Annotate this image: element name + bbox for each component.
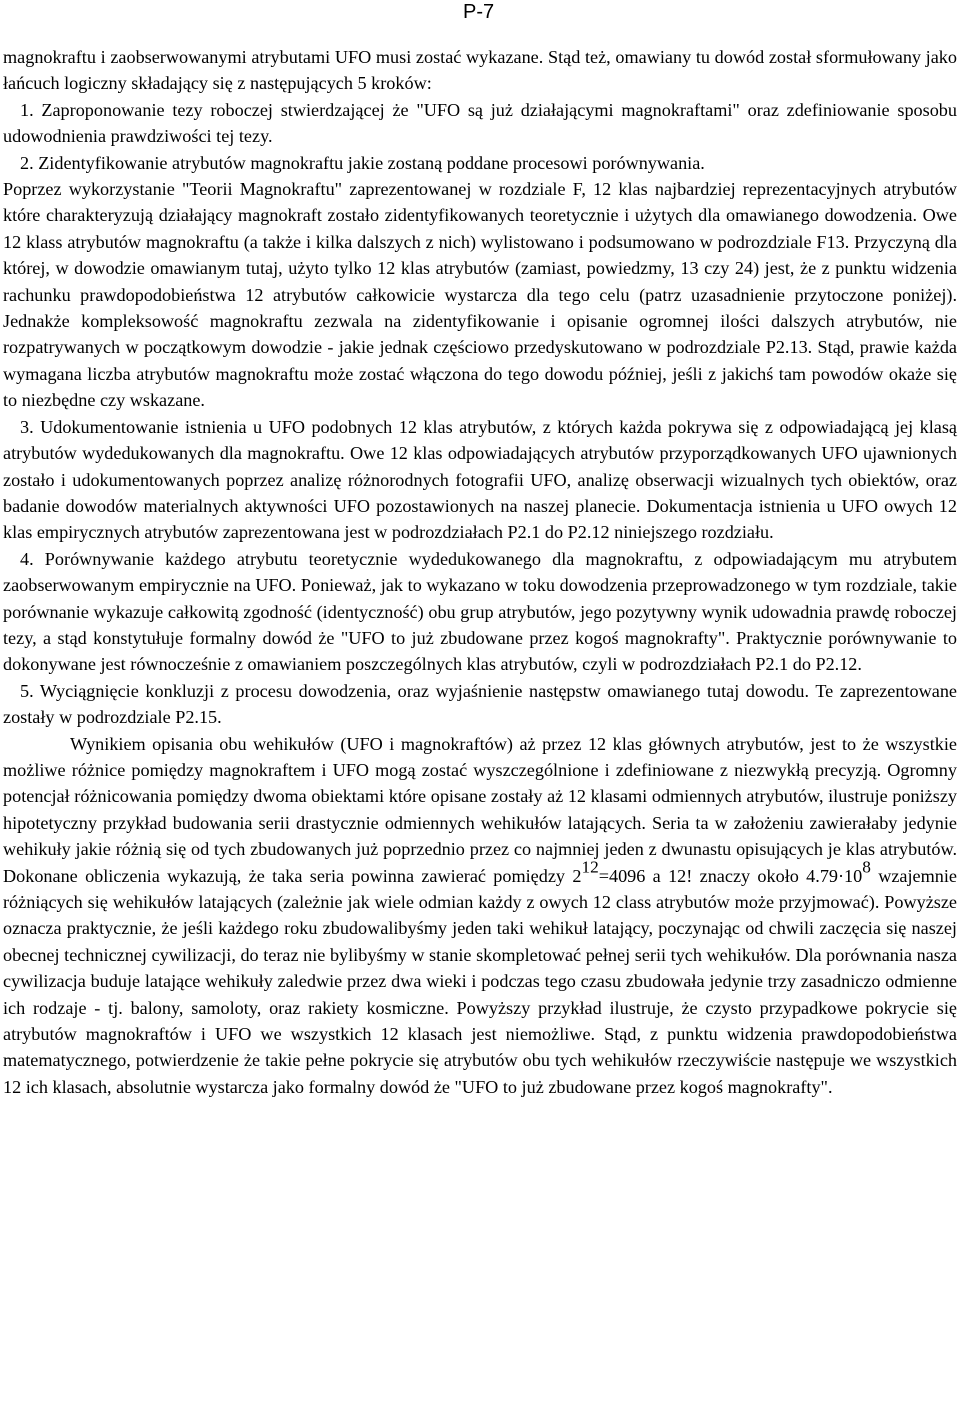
conclusion-text-part-2: =4096 a 12! znaczy około 4.79·10: [598, 865, 863, 886]
conclusion-paragraph: [3, 731, 957, 1101]
exponent-12: 12: [581, 857, 599, 877]
exponent-8: 8: [862, 857, 871, 877]
step-4-paragraph: 4. Porównywanie każdego atrybutu teoretycznie wydedukowanego dla magnokraftu, z odpowiadającym mu atrybutem zaobserwowanym empirycznie na UFO. Ponieważ, jak to wykazano w toku dowodzenia przeprowadzonego w tym rozdziale, takie porównanie wykazuje całkowitą zgodność (identyczność) obu grup atrybutów, jego pozytywny wynik udowadnia prawdę roboczej tezy, a stąd konstytułuje formalny dowód że "UFO to już zbudowane przez kogoś magnokrafty". Praktycznie porównywanie to dokonywane jest równocześnie z omawianiem poszczególnych klas atrybutów, czyli w podrozdziałach P2.1 do P2.12.: [3, 548, 957, 675]
step-5-paragraph: 5. Wyciągnięcie konkluzji z procesu dowodzenia, oraz wyjaśnienie następstw omawianego tutaj dowodu. Te zaprezentowane zostały w podrozdziale P2.15.: [3, 680, 957, 728]
conclusion-text-part-1: Wynikiem opisania obu wehikułów (UFO i magnokraftów) aż przez 12 klas głównych atrybutów, jest to że wszystkie możliwe różnice pomiędzy magnokraftem i UFO mogą zostać wyszczególnione i zdefiniowane z niezwykłą precyzją. Ogromny potencjał różnicowania pomiędzy dwoma obiektami które opisane zostały aż 12 klasami odmiennych atrybutów, ilustruje poniższy hipotetyczny przykład budowania serii drastycznie odmiennych wehikułów latających. Seria ta w założeniu zawierałaby jedynie wehikuły jakie różnią się od tych zbudowanych już poprzednio przez co najmniej jeden z dwunastu opisujących je klas atrybutów. Dokonane obliczenia wykazują, że taka seria powinna zawierać pomiędzy 2: [3, 733, 957, 886]
conclusion-text-part-3: wzajemnie różniących się wehikułów latających (zależnie jak wiele odmian każdy z owych 12 class atrybutów może przyjmować). Powyższe oznacza praktycznie, że jeśli każdego roku zbudowalibyśmy jeden taki wehikuł latający, poczynając od chwili zaczęcia się naszej obecnej technicznej cywilizacji, do teraz nie bylibyśmy w stanie skompletować pełnej serii tych wehikułów. Dla porównania nasza cywilizacja buduje latające wehikuły zaledwie przez dwa wieki i podczas tego czasu zbudowała jedynie trzy zasadniczo odmienne ich rodzaje - tj. balony, samoloty, oraz rakiety kosmiczne. Powyższy przykład ilustruje, że czysto przypadkowe pokrycie się atrybutów magnokraftów i UFO we wszystkich 12 klasach jest niemożliwe. Stąd, z punktu widzenia prawdopodobieństwa matematycznego, potwierdzenie że takie pełne pokrycie się atrybutów obu tych wehikułów rzeczywiście następuje we wszystkich 12 ich klasach, absolutnie wystarcza jako formalny dowód że "UFO to już zbudowane przez kogoś magnokrafty".: [3, 865, 957, 1097]
step-2-paragraph: Poprzez wykorzystanie "Teorii Magnokraftu" zaprezentowanej w rozdziale F, 12 klas najbardziej reprezentacyjnych atrybutów które charakteryzują działający magnokraft zostało zidentyfikowanych teoretycznie i użytych dla omawianego dowodzenia. Owe 12 klass atrybutów magnokraftu (a także i kilka dalszych z nich) wylistowano i podsumowano w podrozdziale F13. Przyczyną dla której, w dowodzie omawianym tutaj, użyto tylko 12 klas atrybutów (zamiast, powiedzmy, 13 czy 24) jest, że z punktu widzenia rachunku prawdopodobieństwa 12 atrybutów całkowicie wystarcza dla tego celu (patrz uzasadnienie przytoczone poniżej). Jednakże kompleksowość magnokraftu zezwala na zidentyfikowanie i opisanie ogromnej ilości dalszych atrybutów, nie rozpatrywanych w początkowym dowodzie - jakie jednak częściowo przedyskutowano w podrozdziale P2.13. Stąd, prawie każda wymagana liczba atrybutów magnokraftu może zostać włączona do tego dowodu później, jeśli z jakichś tam powodów okaże się to niezbędne czy wskazane.: [3, 179, 957, 411]
intro-paragraph: magnokraftu i zaobserwowanymi atrybutami UFO musi zostać wykazane. Stąd też, omawiany tu dowód został sformułowany jako łańcuch logiczny składający się z następujących 5 kroków:: [3, 47, 957, 94]
step-1-paragraph: 1. Zaproponowanie tezy roboczej stwierdzającej że "UFO są już działającymi magnokraftami" oraz zdefiniowanie sposobu udowodnienia prawdziwości tej tezy.: [3, 99, 957, 147]
step-2-heading: 2. Zidentyfikowanie atrybutów magnokraftu jakie zostaną poddane procesowi porównywania.: [20, 152, 705, 173]
page-number: P-7: [463, 1, 495, 23]
step-3-paragraph: 3. Udokumentowanie istnienia u UFO podobnych 12 klas atrybutów, z których każda pokrywa się z odpowiadającą jej klasą atrybutów wydedukowanych dla magnokraftu. Owe 12 klas odpowiadających atrybutów przyporządkowanych UFO ujawnionych zostało i udokumentowanych poprzez analizę różnorodnych fotografii UFO, analizę obserwacji wizualnych tych obiektów, oraz badanie dowodów materialnych aktywności UFO pozostawionych na naszej planecie. Dokumentacja istnienia u UFO owych 12 klas empirycznych atrybutów zaprezentowana jest w podrozdziałach P2.1 do P2.12 niniejszego rozdziału.: [3, 416, 957, 543]
